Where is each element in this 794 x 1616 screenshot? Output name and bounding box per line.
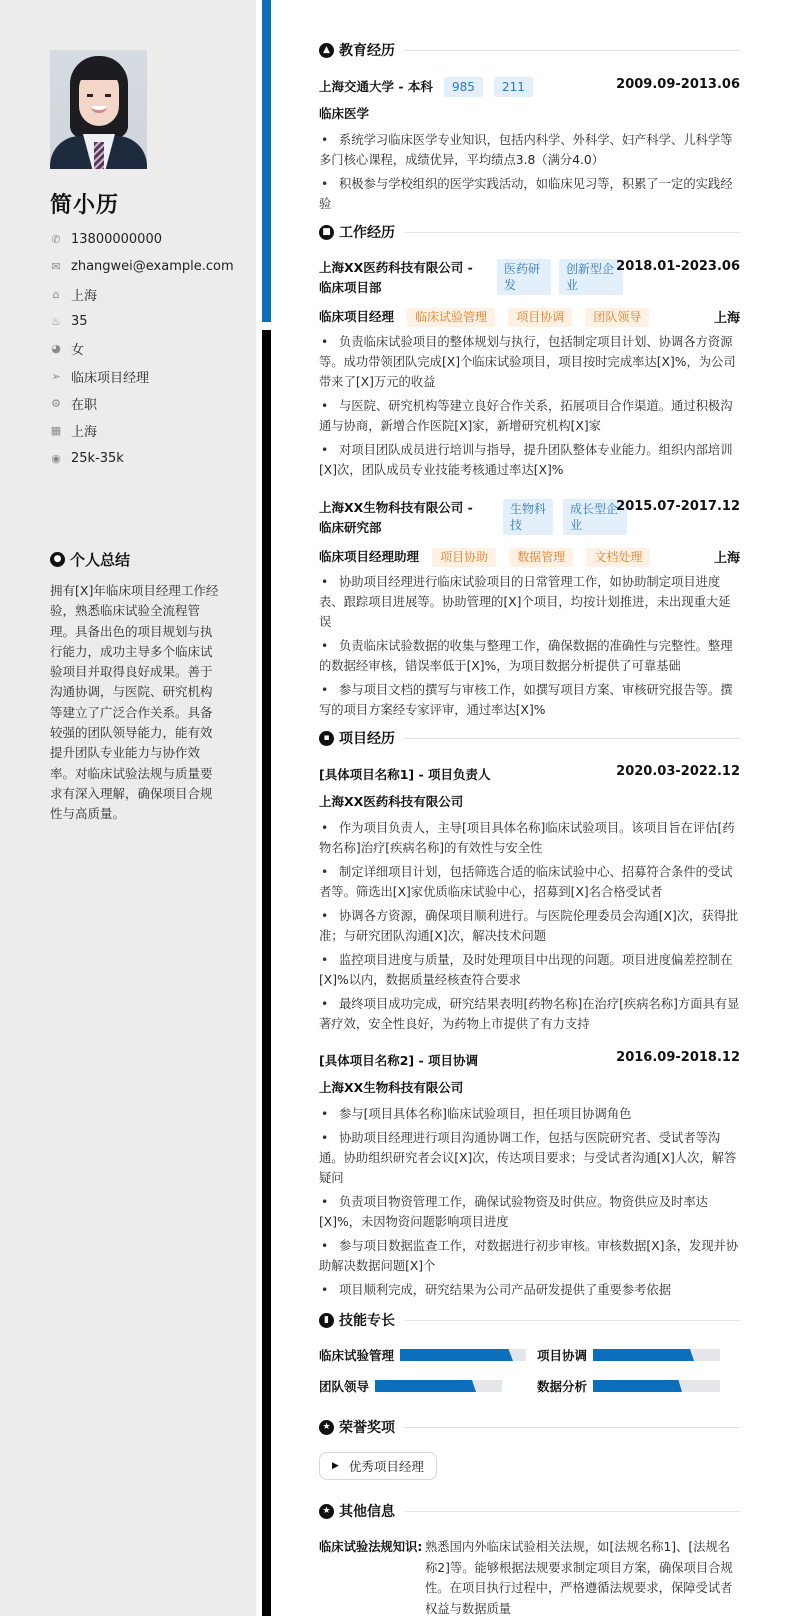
job-date: 2018.01-2023.06 — [616, 259, 740, 274]
other-info-item — [319, 1537, 740, 1616]
skill-tag: 数据管理 — [509, 548, 573, 567]
skill-item: 临床试验管理 — [319, 1346, 526, 1364]
briefcase-icon: ■ — [319, 225, 334, 240]
company-tag: 医药研发 — [497, 259, 551, 295]
list-item: • 积极参与学校组织的医学实践活动，如临床见习等，积累了一定的实践经验 — [319, 174, 740, 214]
salary-icon: ◉ — [51, 451, 61, 465]
graduation-cap-icon: ▲ — [319, 43, 334, 58]
profile-photo — [50, 50, 147, 169]
summary-text: 拥有[X]年临床项目经理工作经验，熟悉临床试验全流程管理。具备出色的项目规划与执行能力，成功主导多个临床试验项目并取得良好成果。善于沟通协调，与医院、研究机构等建立了广泛合作关系。具备较强的团队领导能力，能有效提升团队专业能力与协作效率。对临床试验法规与质量要求有深入理解，确保项目合规性与高质量。 — [50, 583, 219, 822]
building-icon: ▦ — [50, 424, 62, 438]
list-item: • 对项目团队成员进行培训与指导，提升团队整体专业能力。组织内部培训[X]次，团队成员专业技能考核通过率达[X]% — [319, 440, 740, 480]
awards-heading: ★ 荣誉奖项 — [319, 1417, 740, 1437]
gender-icon: ◕ — [51, 342, 61, 356]
work-heading: ■ 工作经历 — [319, 222, 740, 242]
info-city: ⌂ 上海 — [50, 281, 234, 308]
company-tag: 成长型企业 — [563, 499, 627, 535]
education-entry — [319, 76, 740, 97]
job-role: 临床项目经理助理 — [319, 549, 420, 564]
other-info-value: 熟悉国内外临床试验相关法规，如[法规名称1]、[法规名称2]等。能够根据法规要求制定项目方案，确保项目合规性。在项目执行过程中，严格遵循法规要求，保障受试者权益与数据质量 — [425, 1540, 733, 1616]
project-date: 2016.09-2018.12 — [616, 1050, 740, 1065]
home-icon: ⌂ — [52, 287, 60, 301]
list-item: • 负责临床试验数据的收集与整理工作，确保数据的准确性与完整性。整理的数据经审核，错误率低于[X]%，为项目数据分析提供了可靠基础 — [319, 636, 740, 676]
list-item: • 项目顺利完成，研究结果为公司产品研发提供了重要参考依据 — [319, 1280, 740, 1300]
skill-bar-fill — [593, 1349, 694, 1361]
job-bullets — [319, 572, 740, 724]
list-item: • 制定详细项目计划，包括筛选合适的临床试验中心、招募符合条件的受试者等。筛选出[X]家优质临床试验中心，招募到[X]名合格受试者 — [319, 862, 740, 902]
company-tag: 生物科技 — [503, 499, 553, 535]
trophy-icon: ★ — [319, 1420, 334, 1435]
skills-heading: ▮ 技能专长 — [319, 1310, 740, 1330]
bar-chart-icon: ▮ — [319, 1313, 334, 1328]
company-name: 上海XX生物科技有限公司 - 临床研究部 — [319, 500, 473, 535]
school-tag: 211 — [494, 77, 533, 97]
job-entry — [319, 258, 740, 298]
grid-icon: ▪ — [319, 731, 334, 746]
info-work-city: ▦ 上海 — [50, 424, 98, 441]
project-entry — [319, 764, 740, 783]
skill-bar — [400, 1349, 526, 1361]
skill-bar-fill — [375, 1380, 476, 1392]
list-item: • 协助项目经理进行临床试验项目的日常管理工作，如协助制定项目进度表、跟踪项目进展等。协助管理的[X]个项目，均按计划推进，未出现重大延误 — [319, 572, 740, 632]
play-icon: ▶ — [332, 1461, 339, 1471]
project-name: [具体项目名称1] - 项目负责人 — [319, 767, 491, 782]
candidate-name: 简小历 — [50, 193, 120, 218]
project-company: 上海XX生物科技有限公司 — [319, 1080, 464, 1095]
job-entry — [319, 498, 740, 538]
job-bullets — [319, 332, 740, 484]
list-item: • 参与[项目具体名称]临床试验项目，担任项目协调角色 — [319, 1104, 740, 1124]
company-tag: 创新型企业 — [559, 259, 623, 295]
list-item: • 最终项目成功完成，研究结果表明[药物名称]在治疗[疾病名称]方面具有显著疗效，安全性良好，为药物上市提供了有力支持 — [319, 994, 740, 1034]
major: 临床医学 — [319, 106, 370, 121]
skill-tag: 项目协助 — [432, 548, 496, 567]
job-location: 上海 — [713, 311, 740, 326]
user-icon: ● — [50, 552, 65, 567]
info-email: ✉ zhangwei@example.com — [51, 259, 234, 275]
list-item: • 负责临床试验项目的整体规划与执行，包括制定项目计划、协调各方资源等。成功带领团队完成[X]个临床试验项目，项目按时完成率达[X]%，为公司带来了[X]万元的收益 — [319, 332, 740, 392]
skill-bar — [593, 1349, 720, 1361]
phone-icon: ✆ — [51, 233, 61, 247]
skill-bar-fill — [400, 1349, 513, 1361]
school-tag: 985 — [444, 77, 483, 97]
info-gender: ◕ 女 — [51, 342, 85, 359]
info-age: ♨ 35 — [51, 314, 88, 330]
skill-tag: 团队领导 — [585, 308, 649, 327]
project-date: 2020.03-2022.12 — [616, 764, 740, 779]
skill-tag: 临床试验管理 — [407, 308, 495, 327]
skill-bar — [375, 1380, 502, 1392]
project-bullets — [319, 1104, 740, 1304]
projects-heading: ▪ 项目经历 — [319, 728, 740, 748]
skill-item: 团队领导 — [319, 1377, 502, 1395]
gear-icon: ⚙ — [51, 396, 61, 410]
award-item[interactable]: ▶ 优秀项目经理 — [319, 1452, 437, 1480]
job-role-row — [319, 546, 740, 567]
sidebar — [0, 0, 256, 1616]
skill-bar — [593, 1380, 720, 1392]
list-item: • 协调各方资源，确保项目顺利进行。与医院伦理委员会沟通[X]次，获得批准；与研究团队沟通[X]次，解决技术问题 — [319, 906, 740, 946]
skill-item: 数据分析 — [537, 1377, 720, 1395]
list-item: • 负责项目物资管理工作，确保试验物资及时供应。物资供应及时率达[X]%，未因物资问题影响项目进度 — [319, 1192, 740, 1232]
summary-heading: ● 个人总结 — [50, 549, 130, 570]
accent-bar — [262, 0, 271, 322]
mail-icon: ✉ — [51, 260, 61, 274]
info-salary: ◉ 25k-35k — [51, 450, 124, 466]
other-info-label: 临床试验法规知识: — [319, 1540, 423, 1554]
education-heading: ▲ 教育经历 — [319, 40, 740, 60]
school-name: 上海交通大学 - 本科 — [319, 79, 433, 94]
list-item: • 参与项目数据监查工作，对数据进行初步审核。审核数据[X]条，发现并协助解决数据问题[X]个 — [319, 1236, 740, 1276]
cake-icon: ♨ — [51, 315, 61, 329]
education-date: 2009.09-2013.06 — [616, 77, 740, 92]
other-heading: ★ 其他信息 — [319, 1501, 740, 1521]
project-entry — [319, 1050, 740, 1069]
skill-tag: 文档处理 — [586, 548, 650, 567]
list-item: • 参与项目文档的撰写与审核工作，如撰写项目方案、审核研究报告等。撰写的项目方案经专家评审，通过率达[X]% — [319, 680, 740, 720]
info-status: ⚙ 在职 — [51, 396, 98, 413]
project-bullets — [319, 818, 740, 1038]
project-name: [具体项目名称2] - 项目协调 — [319, 1053, 479, 1068]
company-name: 上海XX医药科技有限公司 - 临床项目部 — [319, 260, 473, 295]
skill-bar-fill — [593, 1380, 682, 1392]
info-phone: ✆ 13800000000 — [51, 232, 162, 248]
info-icon: ★ — [319, 1504, 334, 1519]
skill-item: 项目协调 — [537, 1346, 720, 1364]
list-item: • 监控项目进度与质量，及时处理项目中出现的问题。项目进度偏差控制在[X]%以内，数据质量经核查符合要求 — [319, 950, 740, 990]
list-item: • 作为项目负责人，主导[项目具体名称]临床试验项目。该项目旨在评估[药物名称]治疗[疾病名称]的有效性与安全性 — [319, 818, 740, 858]
contact-info-list — [50, 226, 234, 472]
education-bullets — [319, 130, 740, 218]
job-role-row — [319, 306, 740, 327]
list-item: • 系统学习临床医学专业知识，包括内科学、外科学、妇产科学、儿科学等多门核心课程，成绩优异，平均绩点3.8（满分4.0） — [319, 130, 740, 170]
send-icon: ➢ — [51, 369, 61, 383]
list-item: • 与医院、研究机构等建立良好合作关系，拓展项目合作渠道。通过积极沟通与协商，新增合作医院[X]家，新增研究机构[X]家 — [319, 396, 740, 436]
job-date: 2015.07-2017.12 — [616, 499, 740, 514]
project-company: 上海XX医药科技有限公司 — [319, 794, 464, 809]
job-location: 上海 — [713, 551, 740, 566]
skill-tag: 项目协调 — [508, 308, 572, 327]
list-item: • 协助项目经理进行项目沟通协调工作，包括与医院研究者、受试者等沟通。协助组织研究者会议[X]次，传达项目要求；与受试者沟通[X]人次，解答疑问 — [319, 1128, 740, 1188]
job-role: 临床项目经理 — [319, 309, 395, 324]
divider-bar — [262, 330, 271, 1616]
info-position: ➢ 临床项目经理 — [51, 369, 150, 386]
